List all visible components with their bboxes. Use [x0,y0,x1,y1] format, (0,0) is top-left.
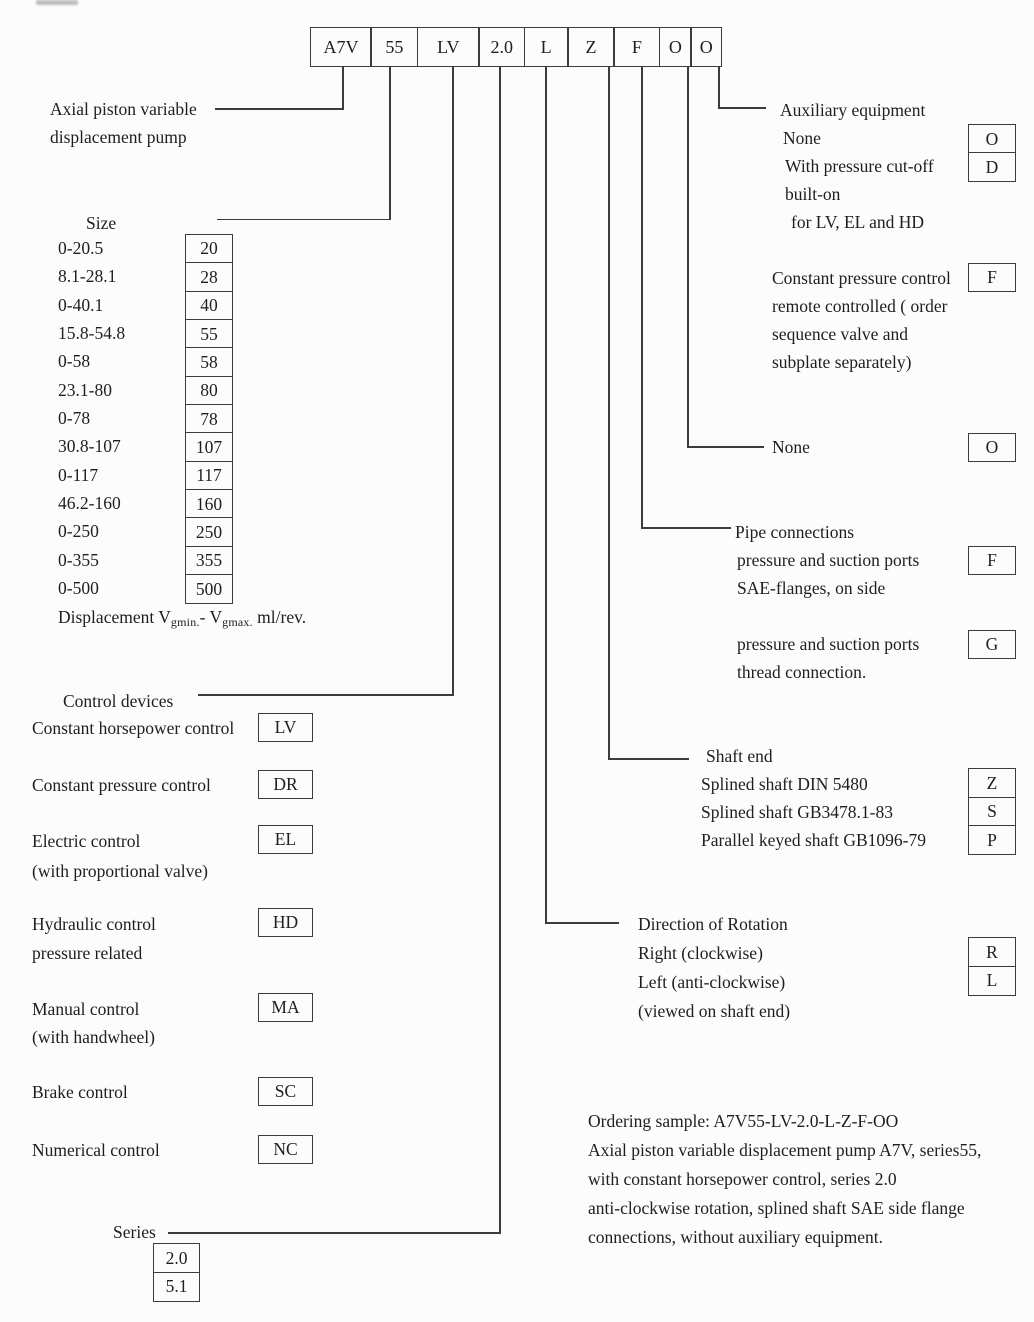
auxiliary-code-box-o: O [968,124,1016,154]
ordering-sample-line2: Axial piston variable displacement pump A7V, series55, [588,1140,982,1160]
size-code-column [185,234,233,604]
control-code-box-dr: DR [258,770,313,799]
rotation-right-label: Right (clockwise) [638,943,763,963]
size-range: 0-58 [58,351,91,372]
pipe-code-box-f: F [968,546,1016,575]
scan-artifact [36,0,78,5]
size-code-box: 78 [185,404,233,434]
connector-shaft-horizontal [608,758,689,760]
displacement-footnote-part3: ml/rev. [252,607,307,627]
control-sublabel-hd: pressure related [32,943,143,963]
pipe-opt2-line2: thread connection. [737,662,867,682]
ordering-sample-line1: Ordering sample: A7V55-LV-2.0-L-Z-F-OO [588,1111,899,1131]
shaft-code-column [968,768,1016,855]
connector-series-vertical [499,67,501,1233]
size-code-box: 20 [185,234,233,264]
size-range: 8.1-28.1 [58,266,117,287]
size-range: 0-250 [58,521,99,542]
control-label-sc: Brake control [32,1082,128,1102]
control-label-dr: Constant pressure control [32,775,211,795]
control-label-lv: Constant horsepower control [32,718,235,738]
remote-pressure-line1: Constant pressure control [772,268,951,288]
control-label-hd: Hydraulic control [32,914,156,934]
pipe-opt2-line1: pressure and suction ports [737,634,920,654]
connector-auxiliary-horizontal [718,107,766,109]
connector-none-horizontal [687,446,764,448]
auxiliary-cutoff-line1: With pressure cut-off [785,156,934,176]
control-devices-title: Control devices [63,691,174,711]
control-code-box-el: EL [258,825,313,854]
displacement-footnote-part2: - V [199,607,223,627]
size-code-box: 40 [185,291,233,321]
connector-control-vertical [452,67,454,695]
connector-pump-vertical [342,67,344,110]
ordering-sample-line4: anti-clockwise rotation, splined shaft SAE side flange [588,1198,965,1218]
control-code-box-hd: HD [258,908,313,937]
displacement-sub-gmin: gmin. [170,615,200,629]
shaft-code-box-p: P [968,825,1016,855]
size-code-box: 160 [185,489,233,519]
connector-series-horizontal [168,1232,501,1234]
code-box-control: LV [417,27,480,67]
shaft-option-s-label: Splined shaft GB3478.1-83 [701,802,894,822]
series-title: Series [113,1222,156,1242]
size-code-box: 117 [185,461,233,491]
size-range: 0-78 [58,408,91,429]
control-code-box-ma: MA [258,993,313,1022]
size-range-list [58,234,125,602]
code-box-auxiliary: O [690,27,722,67]
size-code-box: 80 [185,376,233,406]
control-label-el: Electric control [32,831,141,851]
pipe-opt1-line1: pressure and suction ports [737,550,920,570]
pipe-title: Pipe connections [735,522,855,542]
control-sublabel-ma: (with handwheel) [32,1027,155,1047]
shaft-option-p-label: Parallel keyed shaft GB1096-79 [701,830,927,850]
connector-rotation-vertical [545,67,547,923]
auxiliary-none-label: None [783,128,821,148]
shaft-code-box-z: Z [968,768,1016,798]
remote-pressure-line2: remote controlled ( order [772,296,948,316]
series-code-column [153,1243,200,1302]
pipe-code-box-g: G [968,630,1016,659]
connector-none-vertical [687,67,689,447]
connector-rotation-horizontal [545,922,619,924]
shaft-title: Shaft end [706,746,773,766]
connector-pipe-vertical [641,67,643,528]
series-code-box: 5.1 [153,1272,200,1302]
auxiliary-code-box-d: D [968,152,1016,182]
shaft-option-z-label: Splined shaft DIN 5480 [701,774,868,794]
rotation-title: Direction of Rotation [638,914,788,934]
size-code-box: 355 [185,546,233,576]
remote-pressure-line3: sequence valve and [772,324,909,344]
displacement-footnote-part1: Displacement V [58,607,171,627]
control-code-box-nc: NC [258,1135,313,1164]
auxiliary-cutoff-line2: built-on [785,184,841,204]
rotation-code-column [968,937,1016,996]
shaft-code-box-s: S [968,797,1016,827]
size-code-box: 500 [185,574,233,604]
size-range: 46.2-160 [58,493,121,514]
size-code-box: 107 [185,432,233,462]
size-range: 0-355 [58,549,99,570]
code-box-pressure-control: O [659,27,692,67]
size-code-box: 58 [185,347,233,377]
size-code-box: 28 [185,262,233,292]
auxiliary-cutoff-line3: for LV, EL and HD [791,212,925,232]
series-code-box: 2.0 [153,1243,200,1273]
size-range: 15.8-54.8 [58,323,126,344]
ordering-sample-line3: with constant horsepower control, series 2.0 [588,1169,897,1189]
rotation-code-box-l: L [968,966,1016,996]
pipe-opt1-line2: SAE-flanges, on side [737,578,886,598]
control-label-nc: Numerical control [32,1140,160,1160]
size-range: 0-500 [58,578,99,599]
connector-shaft-vertical [608,67,610,759]
connector-auxiliary-vertical [718,67,720,108]
code-box-size: 55 [370,27,418,67]
rotation-note: (viewed on shaft end) [638,1001,791,1021]
pump-label-line1: Axial piston variable [50,99,197,119]
size-range: 23.1-80 [58,379,112,400]
size-code-box: 55 [185,319,233,349]
pump-label-line2: displacement pump [50,127,187,147]
connector-pump-horizontal [215,108,344,110]
control-label-ma: Manual control [32,999,140,1019]
code-box-series: 2.0 [478,27,525,67]
rotation-left-label: Left (anti-clockwise) [638,972,786,992]
code-box-pipe: F [613,27,660,67]
size-range: 30.8-107 [58,436,121,457]
remote-pressure-code-box: F [968,263,1016,292]
rotation-code-box-r: R [968,937,1016,967]
connector-size-horizontal [217,219,391,221]
size-range: 0-20.5 [58,238,104,258]
code-box-pump-type: A7V [310,27,372,67]
code-box-shaft: Z [567,27,615,67]
auxiliary-code-column [968,124,1016,182]
displacement-sub-gmax: gmax. [222,615,253,629]
none-option-code-box: O [968,433,1016,462]
auxiliary-title: Auxiliary equipment [780,100,926,120]
none-option-label: None [772,437,810,457]
size-range: 0-40.1 [58,294,104,315]
size-code-box: 250 [185,517,233,547]
control-code-box-sc: SC [258,1077,313,1106]
remote-pressure-line4: subplate separately) [772,352,912,372]
model-code-row [310,27,722,67]
connector-pipe-horizontal [641,527,731,529]
control-code-box-lv: LV [258,713,313,742]
control-sublabel-el: (with proportional valve) [32,861,208,881]
code-box-rotation: L [524,27,569,67]
ordering-sample-line5: connections, without auxiliary equipment. [588,1227,884,1247]
connector-size-vertical [389,67,391,220]
size-title: Size [86,213,117,233]
displacement-footnote [58,606,306,633]
connector-control-horizontal [198,694,454,696]
size-range: 0-117 [58,464,99,485]
